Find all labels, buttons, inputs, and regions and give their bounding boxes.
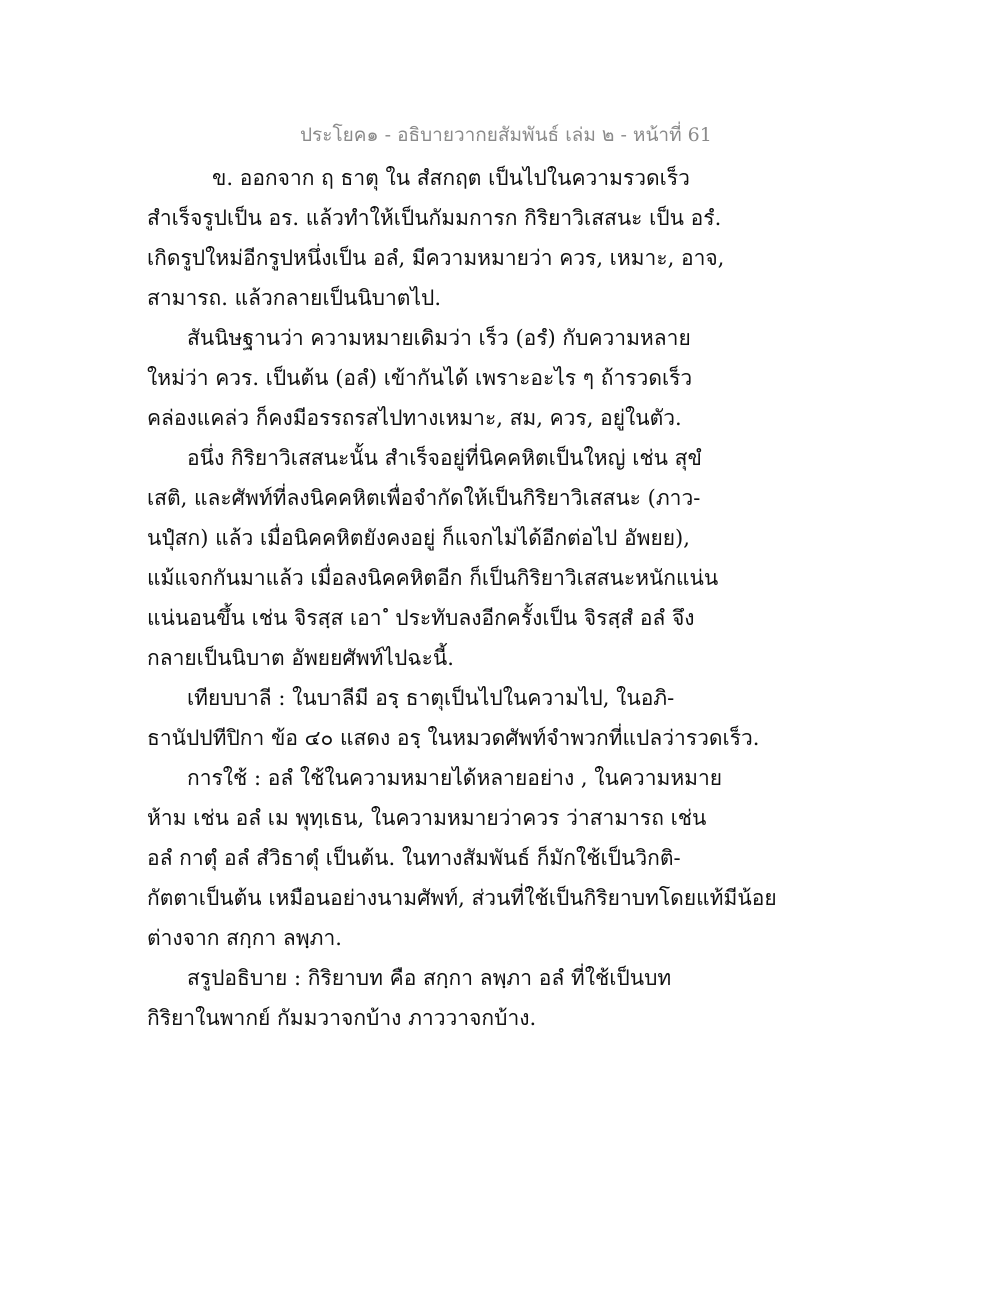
text-line: ห้าม เช่น อลํ เม พุทฺเธน, ในความหมายว่าควร ว่าสามารถ เช่น bbox=[147, 806, 707, 830]
paragraph-usage bbox=[147, 758, 777, 958]
text-line: สรูปอธิบาย : กิริยาบท คือ สกฺกา ลพฺภา อลํ ที่ใช้เป็นบท bbox=[187, 966, 672, 990]
text-line: เทียบบาลี : ในบาลีมี อรฺ ธาตุเป็นไปในความไป, ในอภิ- bbox=[187, 686, 675, 710]
page-body bbox=[147, 158, 777, 1038]
text-line: การใช้ : อลํ ใช้ในความหมายได้หลายอย่าง , ในความหมาย bbox=[187, 766, 723, 790]
text-line: อนึ่ง กิริยาวิเสสนะนั้น สำเร็จอยู่ที่นิคคหิตเป็นใหญ่ เช่น สุขํ bbox=[187, 446, 702, 470]
paragraph-adverb bbox=[147, 438, 727, 678]
text-line: สำเร็จรูปเป็น อร. แล้วทำให้เป็นกัมมการก กิริยาวิเสสนะ เป็น อรํ. bbox=[147, 206, 722, 230]
text-line: กัตตาเป็นต้น เหมือนอย่างนามศัพท์, ส่วนที่ใช้เป็นกิริยาบทโดยแท้มีน้อย bbox=[147, 886, 777, 910]
text-line: กิริยาในพากย์ กัมมวาจกบ้าง ภาววาจกบ้าง. bbox=[147, 1006, 537, 1030]
text-line: กลายเป็นนิบาต อัพยยศัพท์ไปฉะนี้. bbox=[147, 646, 454, 670]
text-line: คล่องแคล่ว ก็คงมีอรรถรสไปทางเหมาะ, สม, ควร, อยู่ในตัว. bbox=[147, 406, 682, 430]
text-line: อลํ กาตุํ อลํ สํวิธาตุํ เป็นต้น. ในทางสัมพันธ์ ก็มักใช้เป็นวิกติ- bbox=[147, 846, 681, 870]
text-line: ธานัปปทีปิกา ข้อ ๔๐ แสดง อรฺ ในหมวดศัพท์จำพวกที่แปลว่ารวดเร็ว. bbox=[147, 726, 760, 750]
text-line: ต่างจาก สกฺกา ลพฺภา. bbox=[147, 926, 342, 950]
paragraph-assumption bbox=[147, 318, 727, 438]
text-line: ใหม่ว่า ควร. เป็นต้น (อลํ) เข้ากันได้ เพราะอะไร ๆ ถ้ารวดเร็ว bbox=[147, 366, 693, 390]
text-line: ข. ออกจาก ฤ ธาตุ ใน สํสกฤต เป็นไปในความรวดเร็ว bbox=[212, 166, 690, 190]
page-header: ประโยค๑ - อธิบายวากยสัมพันธ์ เล่ม ๒ - หน้าที่ 61 bbox=[300, 124, 712, 146]
paragraph-pali-comparison bbox=[147, 678, 760, 758]
text-line: เกิดรูปใหม่อีกรูปหนึ่งเป็น อลํ, มีความหมายว่า ควร, เหมาะ, อาจ, bbox=[147, 246, 725, 270]
paragraph-summary bbox=[147, 958, 727, 1038]
text-line: สามารถ. แล้วกลายเป็นนิบาตไป. bbox=[147, 286, 442, 310]
text-line: เสติ, และศัพท์ที่ลงนิคคหิตเพื่อจำกัดให้เป็นกิริยาวิเสสนะ (ภาว- bbox=[147, 486, 701, 510]
text-line: แน่นอนขึ้น เช่น จิรสฺส เอา ํ ประทับลงอีกครั้งเป็น จิรสฺสํ อลํ จึง bbox=[147, 606, 695, 630]
text-line: สันนิษฐานว่า ความหมายเดิมว่า เร็ว (อรํ) กับความหลาย bbox=[187, 326, 691, 350]
text-line: แม้แจกกันมาแล้ว เมื่อลงนิคคหิตอีก ก็เป็นกิริยาวิเสสนะหนักแน่น bbox=[147, 566, 719, 590]
paragraph-etymology bbox=[147, 158, 727, 318]
text-line: นปุํสก) แล้ว เมื่อนิคคหิตยังคงอยู่ ก็แจกไม่ได้อีกต่อไป อัพยย), bbox=[147, 526, 690, 550]
